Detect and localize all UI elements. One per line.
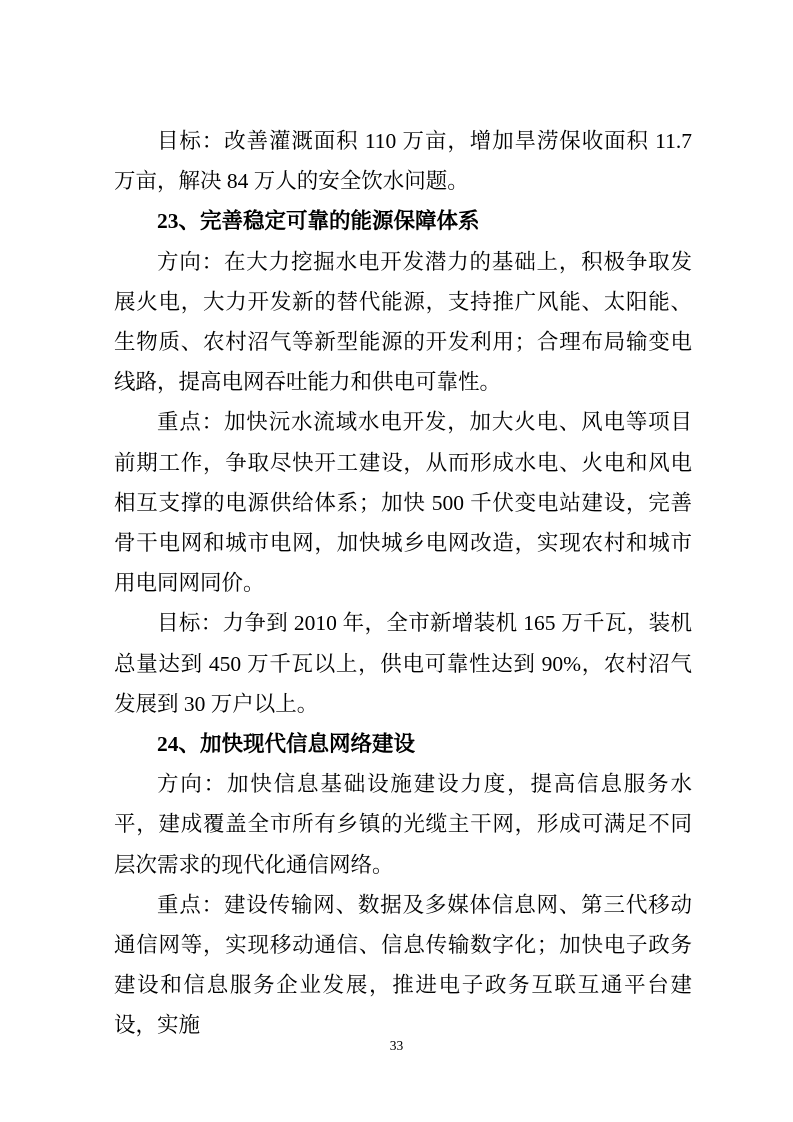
paragraph-goal-irrigation: 目标：改善灌溉面积 110 万亩，增加旱涝保收面积 11.7 万亩，解决 84 万人的安全饮水问题。 bbox=[114, 129, 692, 194]
page-number: 33 bbox=[389, 1038, 404, 1053]
paragraph-goal-energy: 目标：力争到 2010 年，全市新增装机 165 万千瓦，装机总量达到 450 万千瓦以上，供电可靠性达到 90%，农村沼气发展到 30 万户以上。 bbox=[114, 611, 692, 716]
paragraph-keypoints-energy: 重点：加快沅水流域水电开发，加大火电、风电等项目前期工作，争取尽快开工建设，从而形成水电、火电和风电相互支撑的电源供给体系；加快 500 千伏变电站建设，完善骨干电网和城市电网，加快城乡电网改造，实现农村和城市用电同网同价。 bbox=[114, 410, 692, 596]
paragraph-direction-energy: 方向：在大力挖掘水电开发潜力的基础上，积极争取发展火电，大力开发新的替代能源，支持推广风能、太阳能、生物质、农村沼气等新型能源的开发利用；合理布局输变电线路，提高电网吞吐能力和供电可靠性。 bbox=[114, 249, 692, 395]
paragraph-direction-information: 方向：加快信息基础设施建设力度，提高信息服务水平，建成覆盖全市所有乡镇的光缆主干网，形成可满足不同层次需求的现代化通信网络。 bbox=[114, 772, 692, 877]
paragraph-keypoints-information: 重点：建设传输网、数据及多媒体信息网、第三代移动通信网等，实现移动通信、信息传输数字化；加快电子政务建设和信息服务企业发展，推进电子政务互联互通平台建设，实施 bbox=[114, 892, 692, 1038]
section-heading-23-energy: 23、完善稳定可靠的能源保障体系 bbox=[157, 209, 480, 234]
document-body bbox=[114, 121, 692, 1046]
section-heading-24-information-network: 24、加快现代信息网络建设 bbox=[157, 732, 416, 757]
